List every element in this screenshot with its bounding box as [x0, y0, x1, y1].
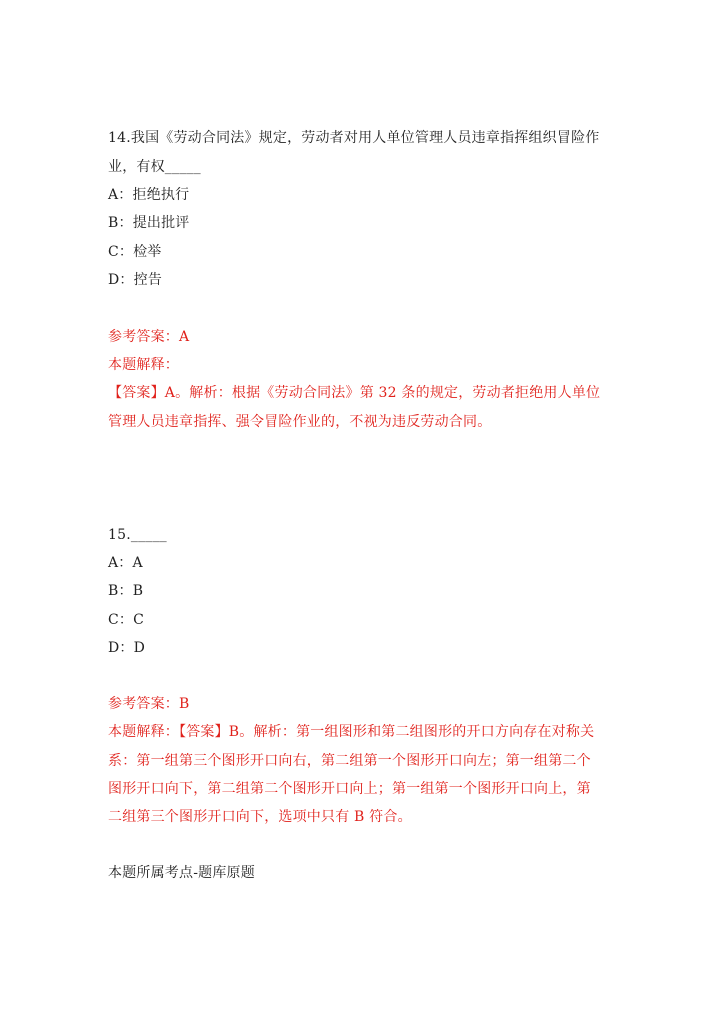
- q15-answer: 参考答案：B: [108, 696, 190, 712]
- q14-stem-line1: 14.我国《劳动合同法》规定，劳动者对用人单位管理人员违章指挥组织冒险作: [108, 130, 600, 146]
- q15-explain-line3: 图形开口向下，第二组第二个图形开口向上；第一组第一个图形开口向上，第: [108, 781, 591, 797]
- q14-option-b: B：提出批评: [108, 215, 190, 231]
- q14-explain-label: 本题解释：: [108, 357, 179, 373]
- q14-option-d: D：控告: [108, 272, 163, 288]
- q15-explain-line4: 二组第三个图形开口向下，选项中只有 B 符合。: [108, 809, 412, 825]
- q15-option-c: C：C: [108, 612, 145, 628]
- q14-stem-line2: 业，有权_____: [108, 159, 201, 175]
- q15-option-b: B：B: [108, 583, 144, 599]
- q15-explain-line2: 系：第一组第三个图形开口向右，第二组第一个图形开口向左；第一组第二个: [108, 753, 591, 769]
- q14-option-c: C：检举: [108, 244, 162, 260]
- topic-source-note: 本题所属考点-题库原题: [108, 865, 255, 881]
- q15-option-a: A：A: [108, 555, 143, 571]
- q15-explain-line1: 本题解释：【答案】B。解析：第一组图形和第二组图形的开口方向存在对称关: [108, 724, 595, 740]
- q15-option-d: D：D: [108, 640, 146, 656]
- q14-option-a: A：拒绝执行: [108, 187, 190, 203]
- q14-answer: 参考答案：A: [108, 329, 190, 345]
- q15-stem: 15._____: [108, 527, 167, 543]
- q14-explain-line1: 【答案】A。解析：根据《劳动合同法》第 32 条的规定，劳动者拒绝用人单位: [108, 385, 601, 401]
- q14-explain-line2: 管理人员违章指挥、强令冒险作业的，不视为违反劳动合同。: [108, 414, 492, 430]
